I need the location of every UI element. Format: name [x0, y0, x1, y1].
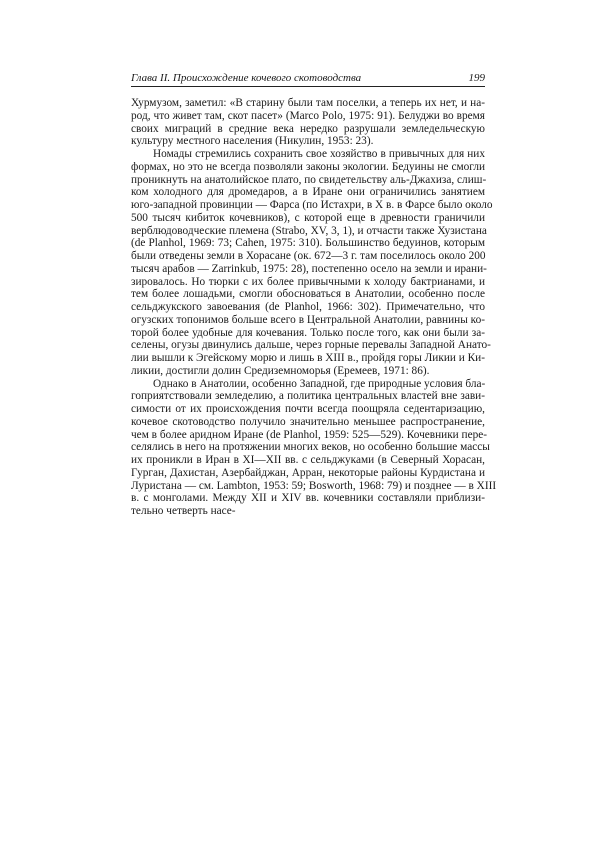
text-line: род, что живет там, скот пасет» (Marco Polo, 1975: 91). Белуджи во время — [131, 109, 485, 122]
text-line: своих миграций в средние века нередко разрушали земледельческую — [131, 122, 485, 135]
text-line: культуру местного населения (Никулин, 1953: 23). — [131, 135, 374, 148]
text-line: тысяч арабов — Zarrinkub, 1975: 28), постепенно осело на земли и ирани- — [131, 262, 487, 275]
text-line: тем более лошадьми, смогли обосноваться в Анатолии, особенно после — [131, 288, 485, 301]
text-line: кочевое скотоводство получило значительно меньшее распространение, — [131, 415, 485, 428]
text-line: их проникли в Иран в XI—XII вв. с сельджуками (в Северный Хорасан, — [131, 454, 485, 466]
text-line: селялись в него на протяжении многих веков, но особенно большие массы — [131, 441, 490, 454]
text-line: гоприятствовали земледелию, а политика центральных властей вне зави- — [131, 390, 485, 403]
paragraph — [131, 377, 497, 518]
chapter-title: Глава II. Происхождение кочевого скотоводства — [131, 72, 362, 84]
text-line: в. с монголами. Между XII и XIV вв. кочевники составляли приблизи- — [131, 492, 485, 505]
text-line: симости от их происхождения почти всегда поощряла седентаризацию, — [131, 403, 485, 415]
text-line: были отведены земли в Хорасане (ок. 672—3 г. там поселилось около 200 — [131, 250, 486, 262]
text-line: торой более удобные для кочевания. Только после того, как они были за- — [131, 326, 485, 339]
text-line: тельно четверть насе- — [131, 505, 236, 517]
page-number: 199 — [468, 72, 485, 84]
text-line: формах, но это не всегда позволяли законы экологии. Бедуины не смогли — [131, 160, 485, 173]
text-line: сельджукского завоевания (de Planhol, 1966: 302). Примечательно, что — [131, 301, 485, 313]
text-line: Хурмузом, заметил: «В старину были там поселки, а теперь их нет, и на- — [131, 97, 485, 109]
text-line: ликии, достигли долин Средиземноморья (Еремеев, 1971: 86). — [131, 364, 430, 377]
running-header — [131, 70, 485, 87]
text-line: Гурган, Дахистан, Азербайджан, Арран, некоторые районы Курдистана и — [131, 466, 485, 479]
text-line: Однако в Анатолии, особенно Западной, где природные условия бла- — [153, 377, 486, 390]
text-line: юго-западной провинции — Фарса (по Истахри, в X в. в Фарсе было около — [131, 199, 493, 211]
paragraph — [131, 97, 485, 148]
text-line: 500 тысяч кибиток кочевников), с которой еще в древности граничили — [131, 211, 485, 224]
text-line: ком холодного для дромедаров, а в Иране они ограничились занятием — [131, 186, 485, 199]
paragraph — [131, 148, 493, 378]
text-line: лии вышли к Эгейскому морю и лишь в XIII в., пройдя горы Ликии и Ки- — [131, 352, 485, 364]
text-line: проникнуть на анатолийское плато, по свидетельству аль-Джахиза, слиш- — [131, 173, 487, 186]
text-line: чем в более аридном Иране (de Planhol, 1959: 525—529). Кочевники пере- — [131, 428, 488, 441]
text-line: огузских топонимов больше всего в Центральной Анатолии, равнины ко- — [131, 313, 485, 326]
text-line: верблюдоводческие племена (Strabo, XV, 3, 1), и отчасти также Хузистана — [131, 224, 487, 237]
text-line: селены, огузы двинулись дальше, через горные перевалы Западной Анато- — [131, 339, 491, 352]
body-text — [131, 97, 497, 518]
text-line: (de Planhol, 1969: 73; Cahen, 1975: 310). Большинство бедуинов, которым — [131, 237, 485, 250]
text-line: Номады стремились сохранить свое хозяйство в привычных для них — [153, 148, 485, 160]
text-line: Луристана — см. Lambton, 1953: 59; Bosworth, 1968: 79) и позднее — в XIII — [131, 479, 497, 492]
text-line: зировалось. Но тюрки с их более привычными к холоду бактрианами, и — [131, 275, 485, 288]
